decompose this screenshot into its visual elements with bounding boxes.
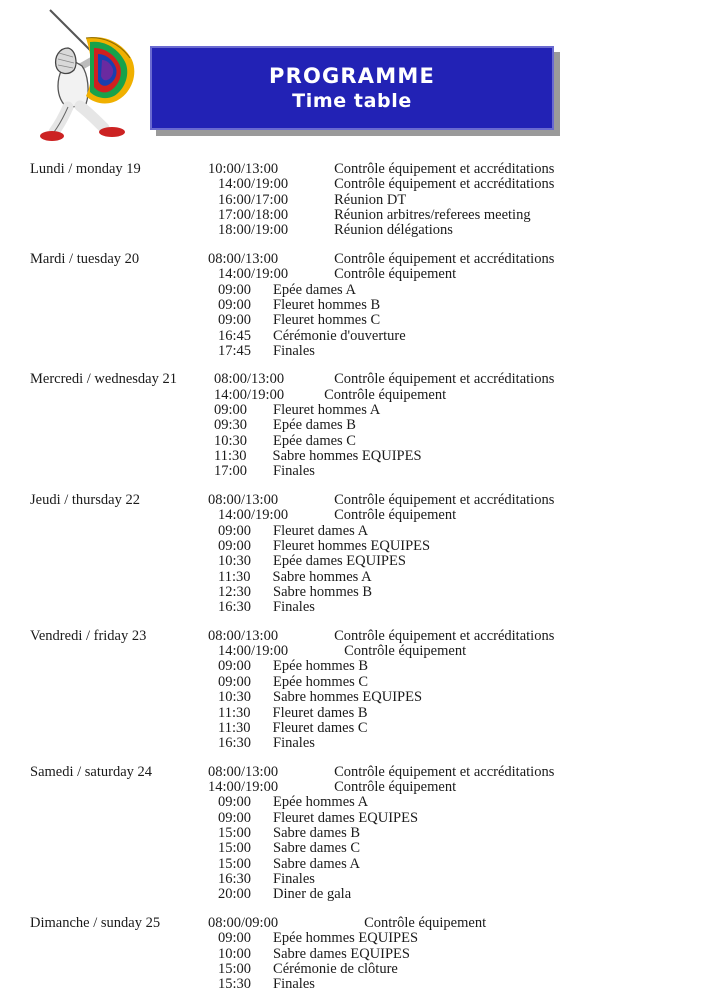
- schedule-entry: [200, 947, 726, 962]
- schedule-entry: [200, 418, 726, 433]
- entry-time: 14:00/19:00: [218, 176, 289, 193]
- schedule-entry: [200, 162, 726, 177]
- fencer-icon: [20, 8, 150, 143]
- entry-time: 16:45: [218, 327, 252, 344]
- entry-time: 11:30: [218, 719, 251, 736]
- schedule-entry: [200, 554, 726, 569]
- entry-time: 12:30: [218, 583, 252, 600]
- entry-label: Contrôle équipement: [364, 914, 487, 931]
- entry-label: Contrôle équipement: [334, 778, 457, 795]
- schedule-day: [0, 916, 726, 993]
- schedule-entry: [200, 344, 726, 359]
- day-entries: [200, 765, 726, 903]
- schedule-entry: [200, 600, 726, 615]
- schedule-day: [0, 252, 726, 360]
- schedule-entry: [200, 524, 726, 539]
- entry-label: Contrôle équipement: [334, 507, 457, 524]
- entry-label: Sabre dames A: [273, 855, 361, 872]
- entry-label: Epée dames B: [273, 417, 356, 434]
- schedule-entry: [200, 780, 726, 795]
- entry-label: Sabre hommes A: [272, 568, 372, 585]
- schedule-entry: [200, 193, 726, 208]
- day-entries: [200, 162, 726, 239]
- entry-label: Contrôle équipement: [334, 266, 457, 283]
- entry-label: Sabre hommes EQUIPES: [272, 448, 422, 465]
- entry-time: 09:00: [218, 673, 252, 690]
- schedule-entry: [200, 736, 726, 751]
- schedule-entry: [200, 585, 726, 600]
- entry-label: Contrôle équipement et accréditations: [334, 161, 555, 177]
- schedule-entry: [200, 675, 726, 690]
- schedule-day: [0, 372, 726, 480]
- entry-label: Fleuret hommes EQUIPES: [273, 537, 431, 554]
- entry-label: Contrôle équipement et accréditations: [334, 250, 555, 267]
- entry-time: 08:00/13:00: [208, 491, 279, 508]
- entry-label: Contrôle équipement: [344, 643, 467, 660]
- banner-title: PROGRAMME: [268, 63, 435, 88]
- entry-time: 08:00/13:00: [208, 250, 279, 267]
- entry-time: 09:00: [218, 809, 252, 826]
- entry-time: 09:00: [218, 281, 252, 298]
- entry-label: Contrôle équipement et accréditations: [334, 627, 555, 644]
- entry-time: 09:00: [218, 537, 252, 554]
- entry-time: 10:30: [218, 553, 252, 570]
- schedule-entry: [200, 826, 726, 841]
- entry-label: Fleuret dames EQUIPES: [273, 809, 419, 826]
- entry-label: Contrôle équipement et accréditations: [334, 491, 555, 508]
- schedule-entry: [200, 765, 726, 780]
- entry-time: 08:00/13:00: [208, 763, 279, 780]
- entry-time: 17:00/18:00: [218, 207, 289, 224]
- schedule-entry: [200, 962, 726, 977]
- entry-label: Epée hommes A: [273, 794, 369, 811]
- schedule-entry: [200, 252, 726, 267]
- day-label: Dimanche / sunday 25: [30, 914, 161, 931]
- entry-label: Réunion délégations: [334, 222, 453, 239]
- entry-time: 09:30: [214, 417, 248, 434]
- entry-time: 08:00/09:00: [208, 914, 279, 931]
- entry-label: Finales: [273, 342, 315, 359]
- entry-label: Fleuret dames A: [273, 522, 369, 539]
- entry-time: 15:00: [218, 825, 252, 842]
- schedule-entry: [200, 434, 726, 449]
- page-header: [0, 0, 726, 150]
- entry-time: 14:00/19:00: [208, 778, 279, 795]
- schedule-day: [0, 493, 726, 616]
- schedule-entry: [200, 493, 726, 508]
- entry-label: Cérémonie d'ouverture: [273, 327, 406, 344]
- schedule-entry: [200, 644, 726, 659]
- entry-label: Fleuret dames B: [272, 704, 368, 721]
- day-label: Samedi / saturday 24: [30, 763, 153, 780]
- day-entries: [200, 372, 726, 480]
- day-label: Mardi / tuesday 20: [30, 250, 140, 267]
- day-label: Jeudi / thursday 22: [30, 491, 140, 508]
- schedule-entry: [200, 690, 726, 705]
- entry-time: 16:30: [218, 871, 252, 888]
- schedule-entry: [200, 841, 726, 856]
- entry-time: 17:45: [218, 342, 252, 359]
- entry-label: Fleuret hommes A: [273, 402, 381, 419]
- entry-time: 18:00/19:00: [218, 222, 289, 239]
- entry-time: 14:00/19:00: [218, 643, 289, 660]
- entry-label: Sabre dames B: [273, 825, 361, 842]
- entry-label: Contrôle équipement: [324, 386, 447, 403]
- entry-label: Finales: [273, 463, 315, 480]
- entry-time: 09:00: [218, 312, 252, 329]
- schedule-entry: [200, 313, 726, 328]
- entry-time: 14:00/19:00: [218, 507, 289, 524]
- schedule-entry: [200, 916, 726, 931]
- entry-label: Fleuret hommes C: [273, 312, 381, 329]
- schedule-entry: [200, 706, 726, 721]
- entry-label: Epée hommes B: [273, 658, 369, 675]
- day-entries: [200, 629, 726, 752]
- entry-label: Contrôle équipement et accréditations: [334, 763, 555, 780]
- entry-time: 09:00: [218, 930, 252, 947]
- entry-label: Sabre hommes EQUIPES: [273, 689, 423, 706]
- day-entries: [200, 493, 726, 616]
- entry-label: Réunion DT: [334, 191, 407, 208]
- schedule-entry: [200, 508, 726, 523]
- schedule-day: [0, 162, 726, 239]
- entry-time: 14:00/19:00: [214, 386, 285, 403]
- day-label: Vendredi / friday 23: [30, 627, 147, 644]
- schedule-entry: [200, 977, 726, 992]
- entry-time: 09:00: [218, 296, 252, 313]
- schedule-entry: [200, 223, 726, 238]
- entry-time: 14:00/19:00: [218, 266, 289, 283]
- entry-time: 10:30: [218, 689, 252, 706]
- entry-label: Fleuret hommes B: [273, 296, 381, 313]
- entry-label: Epée dames EQUIPES: [273, 553, 406, 570]
- day-label: Lundi / monday 19: [30, 161, 141, 177]
- entry-time: 15:00: [218, 840, 252, 857]
- schedule-entry: [200, 267, 726, 282]
- programme-banner: [150, 46, 554, 130]
- schedule-entry: [200, 721, 726, 736]
- entry-label: Sabre dames EQUIPES: [273, 945, 410, 962]
- entry-label: Contrôle équipement et accréditations: [334, 371, 555, 388]
- entry-time: 11:30: [218, 704, 251, 721]
- entry-label: Epée dames C: [273, 432, 356, 449]
- day-entries: [200, 916, 726, 993]
- banner-subtitle: Time table: [292, 89, 412, 112]
- entry-label: Contrôle équipement et accréditations: [334, 176, 555, 193]
- entry-label: Fleuret dames C: [272, 719, 368, 736]
- entry-label: Sabre dames C: [273, 840, 361, 857]
- entry-time: 11:30: [218, 568, 251, 585]
- day-entries: [200, 252, 726, 360]
- entry-label: Cérémonie de clôture: [273, 960, 398, 977]
- schedule-entry: [200, 857, 726, 872]
- entry-time: 15:30: [218, 976, 252, 993]
- entry-time: 09:00: [218, 794, 252, 811]
- entry-time: 10:00/13:00: [208, 161, 279, 177]
- schedule-entry: [200, 811, 726, 826]
- schedule-entry: [200, 449, 726, 464]
- schedule-entry: [200, 329, 726, 344]
- entry-time: 08:00/13:00: [214, 371, 285, 388]
- entry-label: Finales: [273, 976, 315, 993]
- schedule-entry: [200, 298, 726, 313]
- schedule-entry: [200, 887, 726, 902]
- entry-time: 11:30: [214, 448, 247, 465]
- entry-time: 15:00: [218, 855, 252, 872]
- schedule-entry: [200, 372, 726, 387]
- entry-time: 20:00: [218, 886, 252, 903]
- entry-time: 16:30: [218, 735, 252, 752]
- entry-label: Finales: [273, 871, 315, 888]
- entry-time: 09:00: [218, 522, 252, 539]
- schedule-entry: [200, 388, 726, 403]
- entry-time: 09:00: [218, 658, 252, 675]
- entry-label: Epée hommes EQUIPES: [273, 930, 419, 947]
- entry-label: Réunion arbitres/referees meeting: [334, 207, 531, 224]
- entry-label: Sabre hommes B: [273, 583, 373, 600]
- entry-time: 17:00: [214, 463, 248, 480]
- schedule-entry: [200, 872, 726, 887]
- entry-label: Epée hommes C: [273, 673, 369, 690]
- schedule-entry: [200, 539, 726, 554]
- schedule-entry: [200, 795, 726, 810]
- schedule-entry: [200, 283, 726, 298]
- entry-label: Epée dames A: [273, 281, 356, 298]
- schedule-day: [0, 765, 726, 903]
- entry-label: Finales: [273, 735, 315, 752]
- entry-time: 16:00/17:00: [218, 191, 289, 208]
- entry-time: 15:00: [218, 960, 252, 977]
- schedule-entry: [200, 659, 726, 674]
- schedule-list: [0, 162, 726, 993]
- entry-time: 10:30: [214, 432, 248, 449]
- entry-time: 09:00: [214, 402, 248, 419]
- schedule-entry: [200, 629, 726, 644]
- entry-label: Finales: [273, 599, 315, 616]
- entry-time: 16:30: [218, 599, 252, 616]
- day-label: Mercredi / wednesday 21: [30, 371, 177, 388]
- schedule-entry: [200, 403, 726, 418]
- entry-time: 08:00/13:00: [208, 627, 279, 644]
- schedule-entry: [200, 464, 726, 479]
- schedule-day: [0, 629, 726, 752]
- schedule-entry: [200, 208, 726, 223]
- entry-label: Diner de gala: [273, 886, 352, 903]
- schedule-entry: [200, 570, 726, 585]
- schedule-entry: [200, 931, 726, 946]
- schedule-entry: [200, 177, 726, 192]
- entry-time: 10:00: [218, 945, 252, 962]
